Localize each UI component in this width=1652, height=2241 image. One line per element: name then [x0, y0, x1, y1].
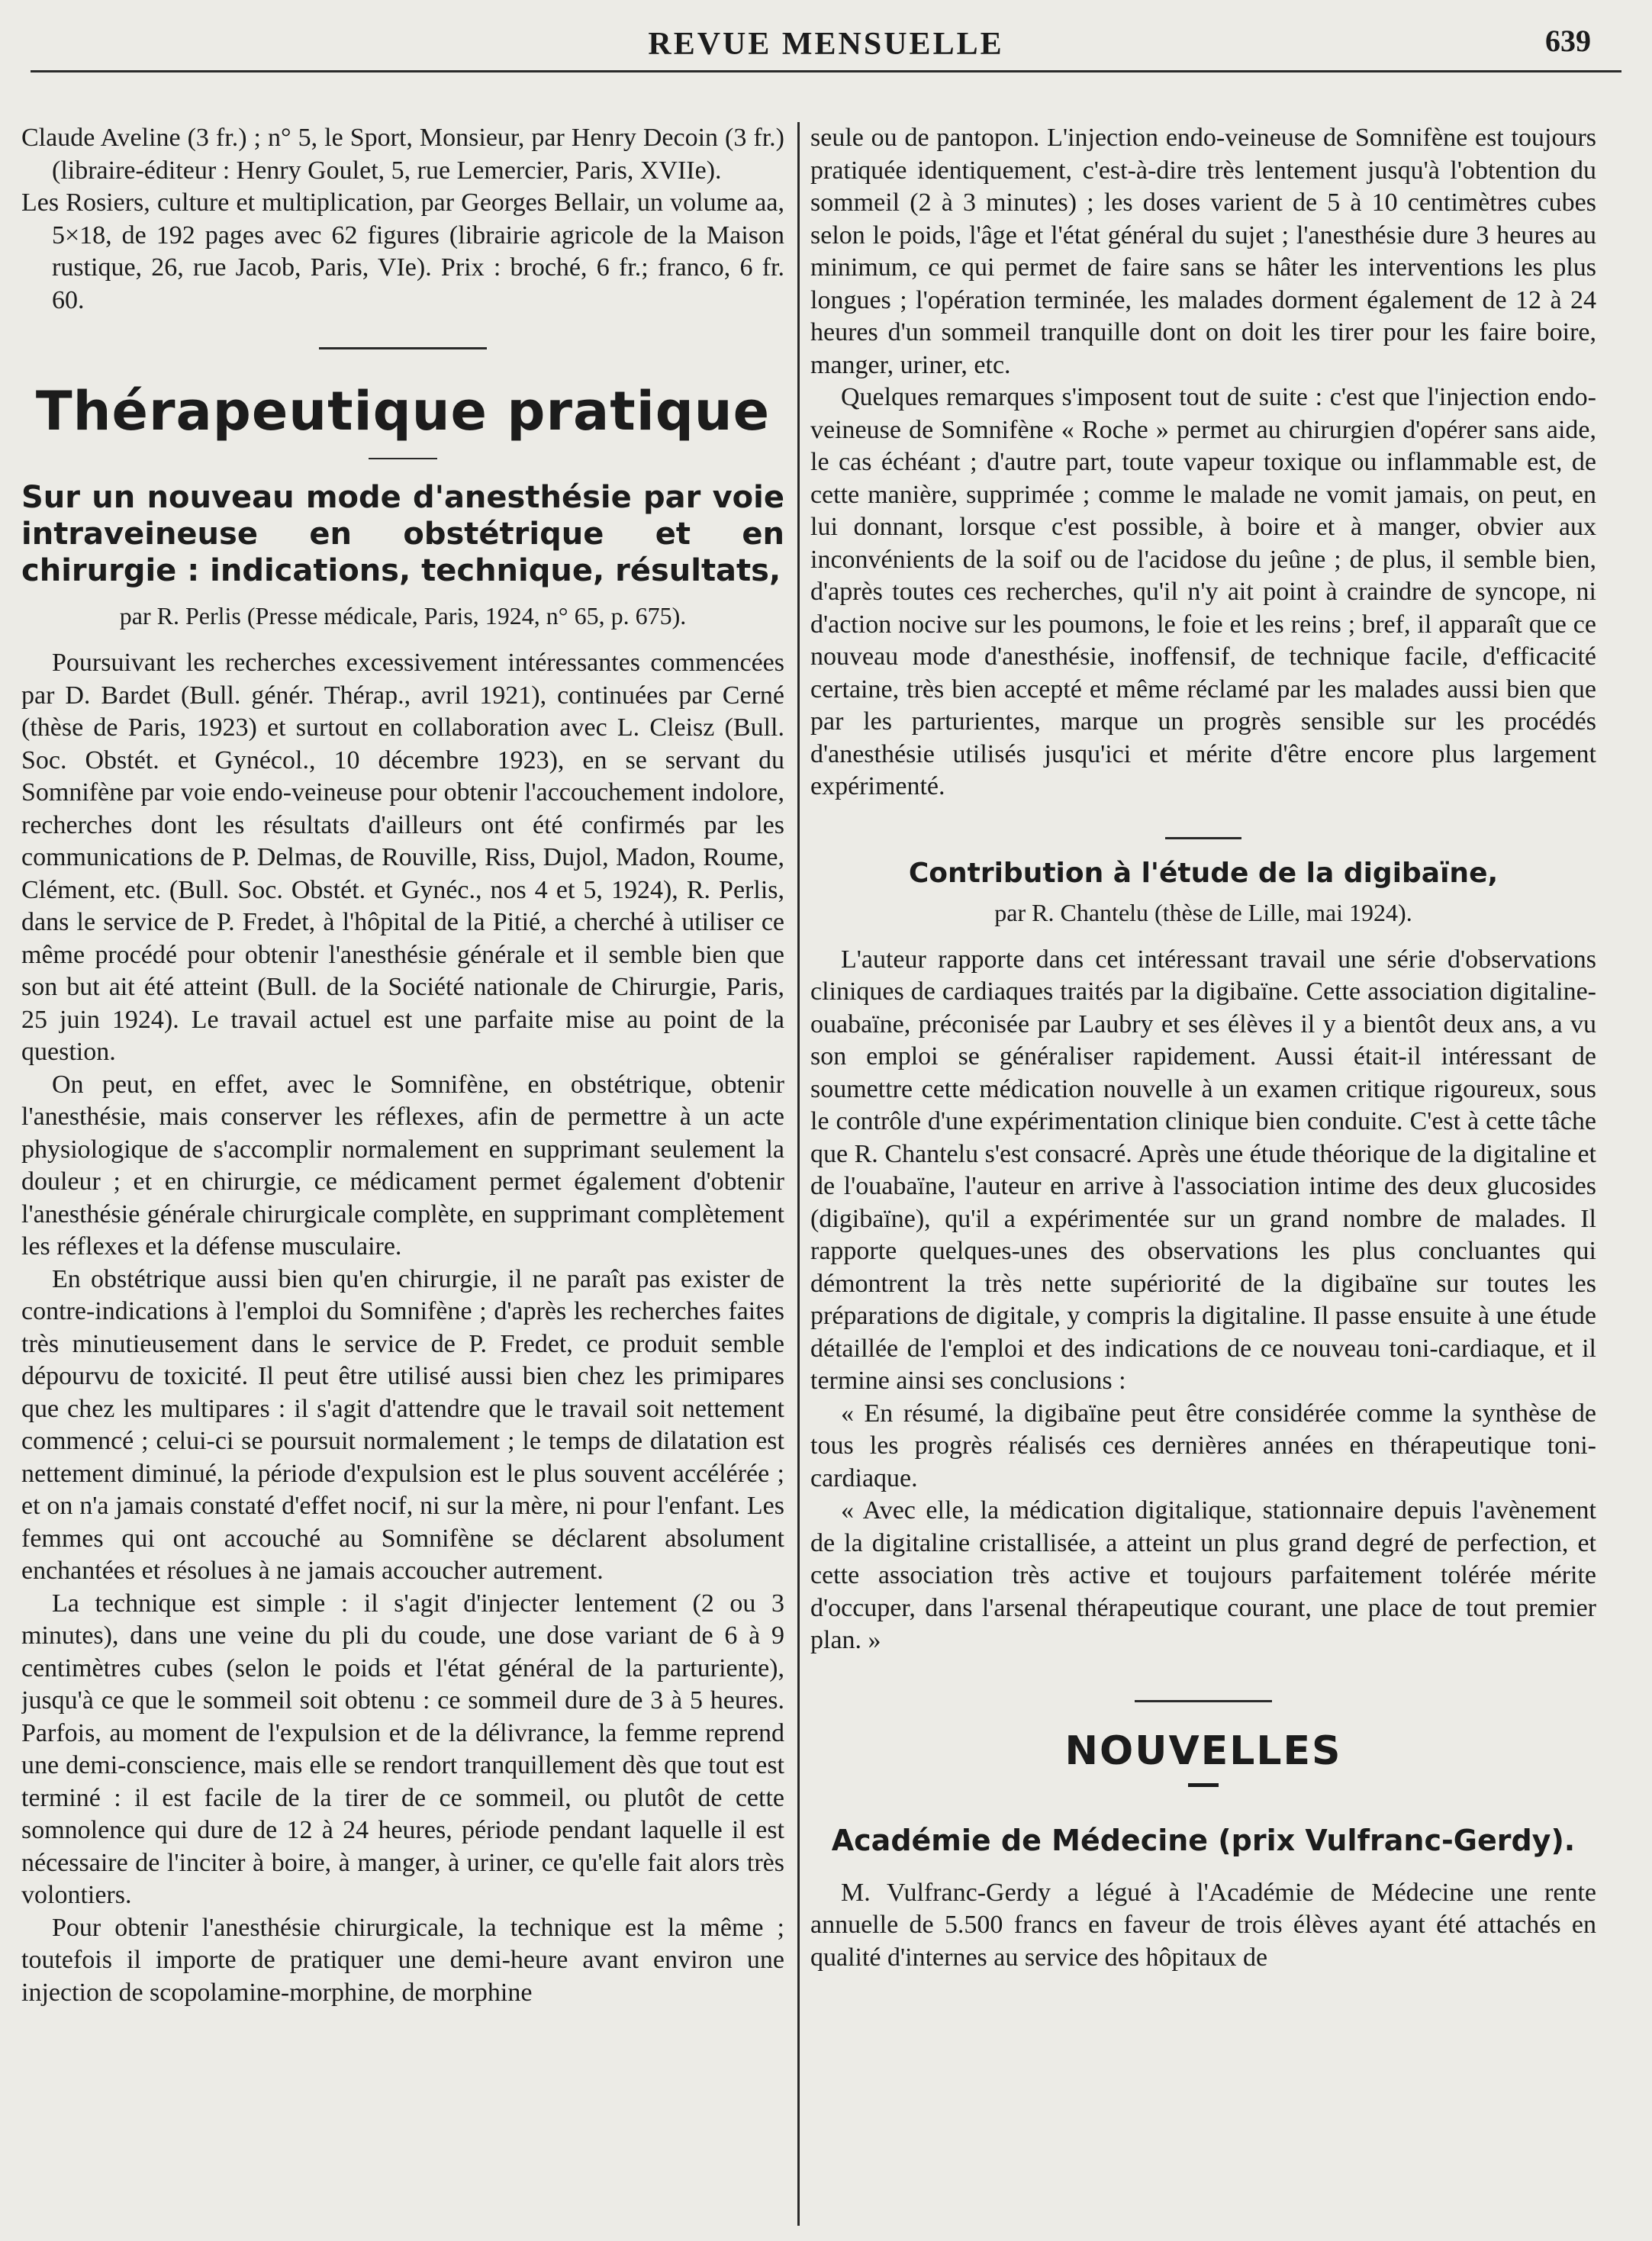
academie-title: Académie de Médecine (prix Vulfranc-Gerdy). — [831, 1823, 1576, 1857]
article-byline: par R. Perlis (Presse médicale, Paris, 1924, n° 65, p. 675). — [119, 602, 687, 629]
body-paragraph: La technique est simple : il s'agit d'injecter lentement (2 ou 3 minutes), dans une veine du pli du coude, une dose variant de 6 à 9 centimètres cubes (selon le poids et l'état général de la parturiente), jusqu'à ce que le sommeil soit obtenu : ce sommeil dure de 3 à 5 heures. Parfois, au moment de l'expulsion et de la délivrance, la femme reprend une demi-conscience, mais elle se rendort tranquillement dès que tout est terminé : il est facile de la tirer de ce sommeil, ou plutôt de cette somnolence qui dure de 12 à 24 heures, période pendant laquelle il est nécessaire de l'inciter à boire, à manger, à uriner, ce qu'elle fait alors très volontiers. — [21, 1589, 784, 1909]
section-separator — [1135, 1700, 1272, 1702]
body-paragraph: M. Vulfranc-Gerdy a légué à l'Académie de Médecine une rente annuelle de 5.500 francs en faveur de trois élèves ayant été attachés en qualité d'internes au service des hôpitaux de — [810, 1878, 1596, 1972]
news-heading: NOUVELLES — [1064, 1727, 1342, 1774]
running-title: REVUE MENSUELLE — [648, 27, 1004, 62]
body-paragraph: On peut, en effet, avec le Somnifène, en obstétrique, obtenir l'anesthésie, mais conserver les réflexes, afin de permettre à un acte physiologique de s'accomplir normalement en supprimant seulement la douleur ; et en chirurgie, ce médicament permet également d'obtenir l'anesthésie générale chirurgicale complète, en supprimant complètement les réflexes et la défense musculaire. — [21, 1070, 784, 1261]
right-column — [810, 122, 1596, 2226]
body-paragraph: Pour obtenir l'anesthésie chirurgicale, la technique est la même ; toutefois il importe de pratiquer une demi-heure avant environ une injection de scopolamine-morphine, de morphine — [21, 1913, 784, 2007]
body-paragraph: « Avec elle, la médication digitalique, stationnaire depuis l'avènement de la digitaline cristallisée, a atteint un plus grand degré de perfection, et cette association très active et toujours parfaitement tolérée mérite d'occuper, dans l'arsenal thérapeutique courant, une place de tout premier plan. » — [810, 1496, 1596, 1654]
body-paragraph: En obstétrique aussi bien qu'en chirurgie, il ne paraît pas exister de contre-indications à l'emploi du Somnifène ; d'après les recherches faites très minutieusement dans le service de P. Fredet, ce produit semble dépourvu de toxicité. Il peut être utilisé aussi bien chez les primipares que chez les multipares : il s'agit d'attendre que le travail soit nettement commencé ; celui-ci se poursuit normalement ; le temps de dilatation est nettement diminué, la période d'expulsion est le plus souvent accélérée ; et on n'a jamais constaté d'effet nocif, ni sur la mère, ni pour l'enfant. Les femmes qui ont accouché au Somnifène se déclarent absolument enchantées et résolues à ne jamais accoucher autrement. — [21, 1264, 784, 1585]
title-rule — [369, 458, 437, 459]
section-title: Thérapeutique pratique — [35, 380, 771, 443]
left-column — [21, 122, 784, 2226]
biblio-entry: Claude Aveline (3 fr.) ; n° 5, le Sport, Monsieur, par Henry Decoin (3 fr.) (libraire-éditeur : Henry Goulet, 5, rue Lemercier, Paris, XVIIe). — [21, 124, 784, 185]
biblio-entry: Les Rosiers, culture et multiplication, par Georges Bellair, un volume aa, 5×18, de 192 pages avec 62 figures (librairie agricole de la Maison rustique, 26, rue Jacob, Paris, VIe). Prix : broché, 6 fr.; franco, 6 fr. 60. — [21, 188, 784, 314]
article-title: Sur un nouveau mode d'anesthésie par voie intraveineuse en obstétrique et en chirurgie : indications, technique, résultats, — [21, 480, 784, 588]
section-separator — [1165, 837, 1241, 839]
body-paragraph: Poursuivant les recherches excessivement intéressantes commencées par D. Bardet (Bull. génér. Thérap., avril 1921), continuées par Cerné (thèse de Paris, 1923) et surtout en collaboration avec L. Cleisz (Bull. Soc. Obstét. et Gynécol., 10 décembre 1923), en se servant du Somnifène par voie endo-veineuse pour obtenir l'accouchement indolore, recherches dont les résultats d'ailleurs ont été confirmés par les communications de P. Delmas, de Rouville, Riss, Dujol, Madon, Roume, Clément, etc. (Bull. Soc. Obstét. et Gynéc., nos 4 et 5, 1924), R. Perlis, dans le service de P. Fredet, à l'hôpital de la Pitié, a cherché à utiliser ce même procédé pour obtenir l'anesthésie générale et il semble bien que son but ait été atteint (Bull. de la Société nationale de Chirurgie, Paris, 25 juin 1924). Le travail actuel est une parfaite mise au point de la question. — [21, 649, 784, 1066]
body-paragraph: « En résumé, la digibaïne peut être considérée comme la synthèse de tous les progrès réalisés ces dernières années en thérapeutique toni-cardiaque. — [810, 1399, 1596, 1492]
contribution-title: Contribution à l'étude de la digibaïne, — [908, 857, 1499, 889]
body-paragraph: Quelques remarques s'imposent tout de suite : c'est que l'injection endo-veineuse de Somnifène « Roche » permet au chirurgien d'opérer sans aide, le cas échéant ; d'autre part, toute vapeur toxique ou inflammable est, de cette manière, supprimée ; comme le malade ne vomit jamais, on peut, en lui donnant, lorsque c'est possible, à boire et à manger, obvier aux inconvénients de la soif ou de l'acidose du jeûne ; de plus, il semble bien, d'après toutes ces recherches, qu'il n'y ait point à craindre de syncope, ni d'action nocive sur les poumons, le foie et les reins ; bref, il apparaît que ce nouveau mode d'anesthésie, inoffensif, de technique facile, d'efficacité certaine, très bien accepté et même réclamé par les malades aussi bien que par les parturientes, marque un progrès sensible sur les procédés d'anesthésie utilisés jusqu'ici et mérite d'être encore plus largement expérimenté. — [810, 383, 1596, 800]
section-separator — [319, 347, 487, 349]
contribution-byline: par R. Chantelu (thèse de Lille, mai 1924). — [994, 898, 1412, 926]
header-rule — [31, 70, 1621, 72]
page-header — [31, 23, 1621, 76]
body-paragraph: L'auteur rapporte dans cet intéressant travail une série d'observations cliniques de cardiaques traités par la digibaïne. Cette association digitaline-ouabaïne, préconisée par Laubry et ses élèves il y a bientôt deux ans, a vu son emploi se généraliser rapidement. Aussi était-il intéressant de soumettre cette médication nouvelle à un examen critique rigoureux, sous le contrôle d'une expérimentation clinique bien conduite. C'est à cette tâche que R. Chantelu s'est consacré. Après une étude théorique de la digitaline et de l'ouabaïne, l'auteur en arrive à l'association intime des deux glucosides (digibaïne), qu'il a expérimentée sur un grand nombre de malades. Il rapporte quelques-unes des observations les plus concluantes qui démontrent la très nette supériorité de la digibaïne sur toutes les préparations de digitale, y compris la digitaline. Il passe ensuite à une étude détaillée de l'emploi et des indications de ce nouveau toni-cardiaque, et il termine ainsi ses conclusions : — [810, 945, 1596, 1395]
body-paragraph: seule ou de pantopon. L'injection endo-veineuse de Somnifène est toujours pratiquée identiquement, c'est-à-dire très lentement jusqu'à l'obtention du sommeil (2 à 3 minutes) ; les doses varient de 5 à 10 centimètres cubes selon le poids, l'âge et l'état général du sujet ; l'anesthésie dure 3 heures au minimum, ce qui permet de faire sans se hâter les interventions les plus longues ; l'opération terminée, les malades dorment également de 12 à 24 heures d'un sommeil tranquille dont on doit les tirer pour les faire boire, manger, uriner, etc. — [810, 124, 1596, 379]
page-number: 639 — [1545, 24, 1591, 58]
column-divider — [797, 122, 800, 2226]
news-dash — [1188, 1783, 1219, 1787]
